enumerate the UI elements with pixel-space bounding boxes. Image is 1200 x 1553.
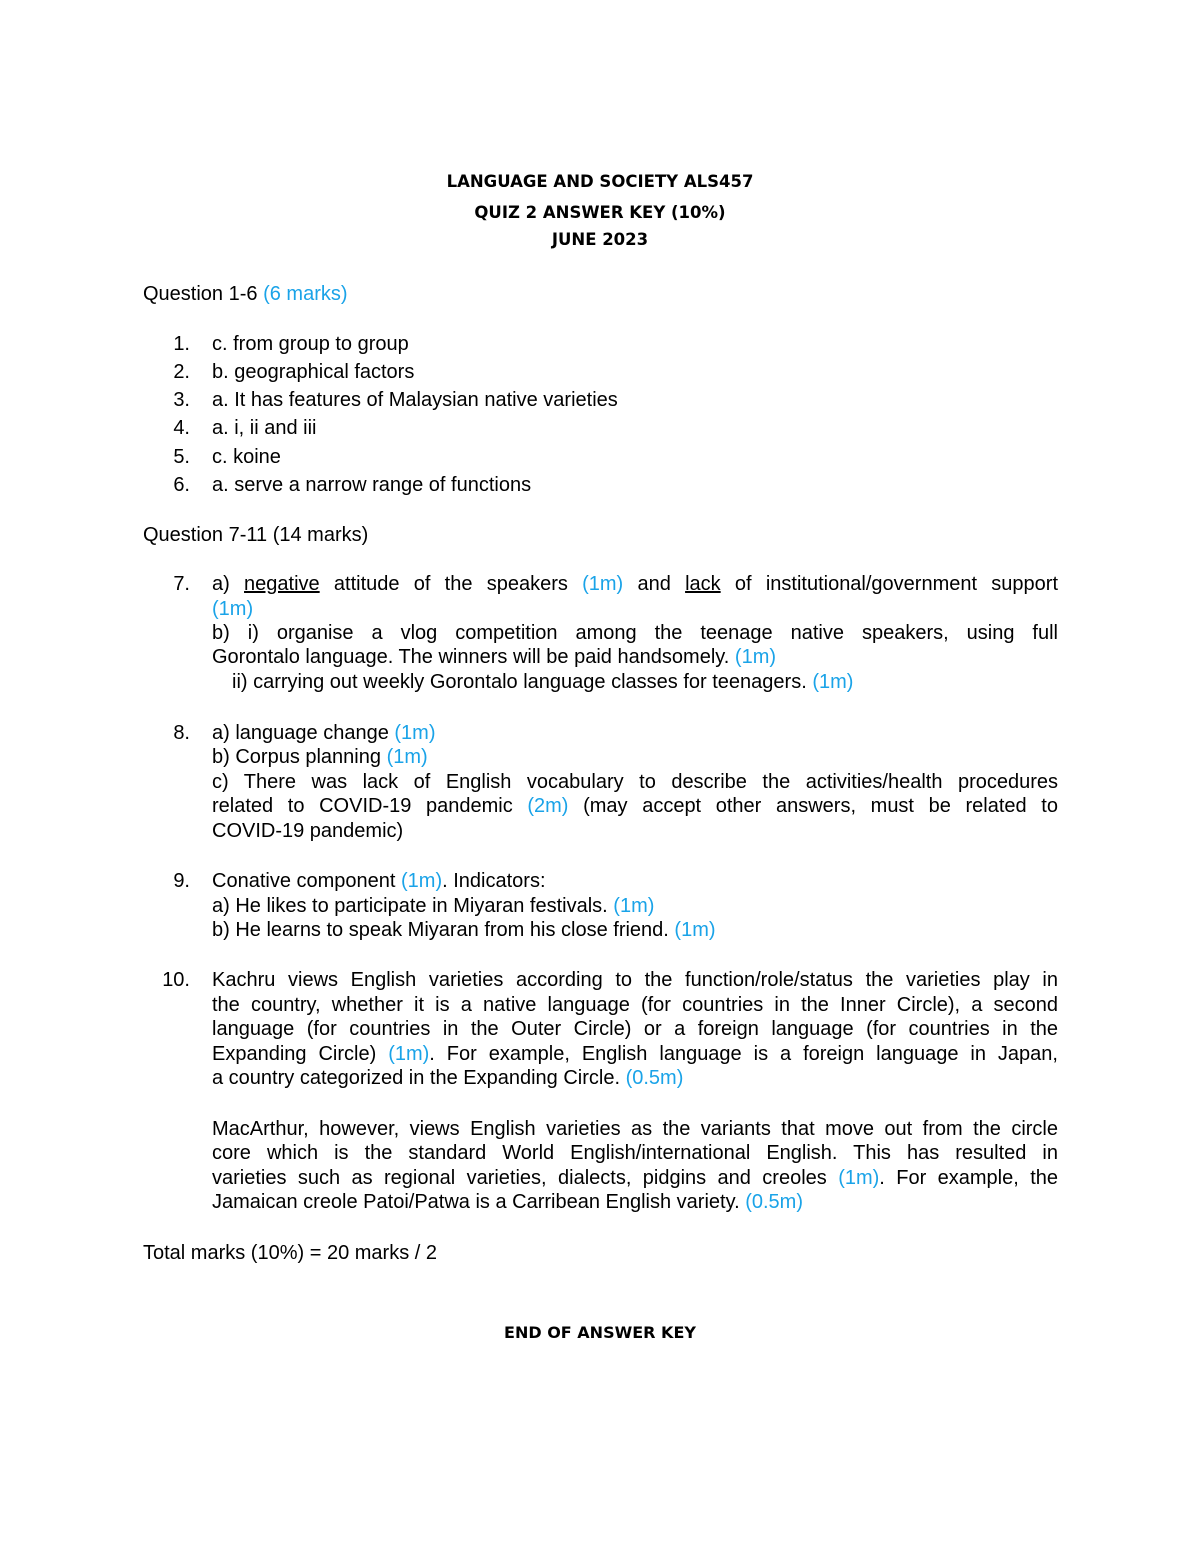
q10-p1-line1: Kachru views English varieties according to the function/role/status the varieties play in (212, 969, 1058, 991)
q10-p2-line1: MacArthur, however, views English varieties as the variants that move out from the circle (212, 1118, 1058, 1140)
list-item: a. i, ii and iii (212, 417, 317, 439)
list-item-number: 2. (173, 361, 190, 383)
list-item-number: 4. (173, 417, 190, 439)
q9-a-line: a) He likes to participate in Miyaran festivals. (1m) (212, 895, 655, 917)
doc-title: LANGUAGE AND SOCIETY ALS457 (446, 172, 754, 191)
q8-c-line3: COVID-19 pandemic) (212, 820, 404, 842)
question-number: 10. (162, 969, 190, 991)
question-number: 9. (173, 870, 190, 892)
q8-a-line: a) language change (1m) (212, 722, 436, 744)
section1-heading: Question 1-6 (6 marks) (143, 283, 348, 305)
list-item: c. from group to group (212, 333, 409, 355)
list-item-number: 1. (173, 333, 190, 355)
list-item-number: 5. (173, 446, 190, 468)
q10-p1-line5: a country categorized in the Expanding Circle. (0.5m) (212, 1067, 684, 1089)
doc-subtitle: QUIZ 2 ANSWER KEY (10%) (474, 203, 726, 222)
q7-b-line2: Gorontalo language. The winners will be paid handsomely. (1m) (212, 646, 777, 668)
q7-a-marks: (1m) (212, 598, 254, 620)
q7-a-line: a) negative attitude of the speakers (1m) and lack of institutional/government support (212, 573, 1058, 595)
q9-line1: Conative component (1m). Indicators: (212, 870, 546, 892)
list-item: c. koine (212, 446, 281, 468)
end-of-answer-key: END OF ANSWER KEY (504, 1323, 696, 1342)
q10-p1-line4: Expanding Circle) (1m). For example, English language is a foreign language in Japan, (212, 1043, 1058, 1065)
q10-p2-line4: Jamaican creole Patoi/Patwa is a Carribean English variety. (0.5m) (212, 1191, 804, 1213)
q9-b-line: b) He learns to speak Miyaran from his close friend. (1m) (212, 919, 716, 941)
doc-date: JUNE 2023 (551, 230, 649, 249)
section2-heading: Question 7-11 (14 marks) (143, 524, 369, 546)
q8-c-line1: c) There was lack of English vocabulary to describe the activities/health procedures (212, 771, 1058, 793)
list-item-number: 6. (173, 474, 190, 496)
total-marks: Total marks (10%) = 20 marks / 2 (143, 1242, 437, 1264)
question-number: 8. (173, 722, 190, 744)
q10-p1-line2: the country, whether it is a native language (for countries in the Inner Circle), a second (212, 994, 1058, 1016)
question-number: 7. (173, 573, 190, 595)
q8-c-line2: related to COVID-19 pandemic (2m) (may accept other answers, must be related to (212, 795, 1058, 817)
section1-marks: (6 marks) (263, 283, 348, 305)
q10-p2-line2: core which is the standard World English/international English. This has resulted in (212, 1142, 1058, 1164)
q8-b-line: b) Corpus planning (1m) (212, 746, 428, 768)
list-item: a. serve a narrow range of functions (212, 474, 532, 496)
q10-p2-line3: varieties such as regional varieties, dialects, pidgins and creoles (1m). For example, the (212, 1167, 1058, 1189)
q7-b-line1: b) i) organise a vlog competition among the teenage native speakers, using full (212, 622, 1058, 644)
list-item: b. geographical factors (212, 361, 415, 383)
q10-p1-line3: language (for countries in the Outer Circle) or a foreign language (for countries in the (212, 1018, 1058, 1040)
list-item: a. It has features of Malaysian native varieties (212, 389, 618, 411)
q7-b-line3: ii) carrying out weekly Gorontalo language classes for teenagers. (1m) (232, 671, 854, 693)
list-item-number: 3. (173, 389, 190, 411)
